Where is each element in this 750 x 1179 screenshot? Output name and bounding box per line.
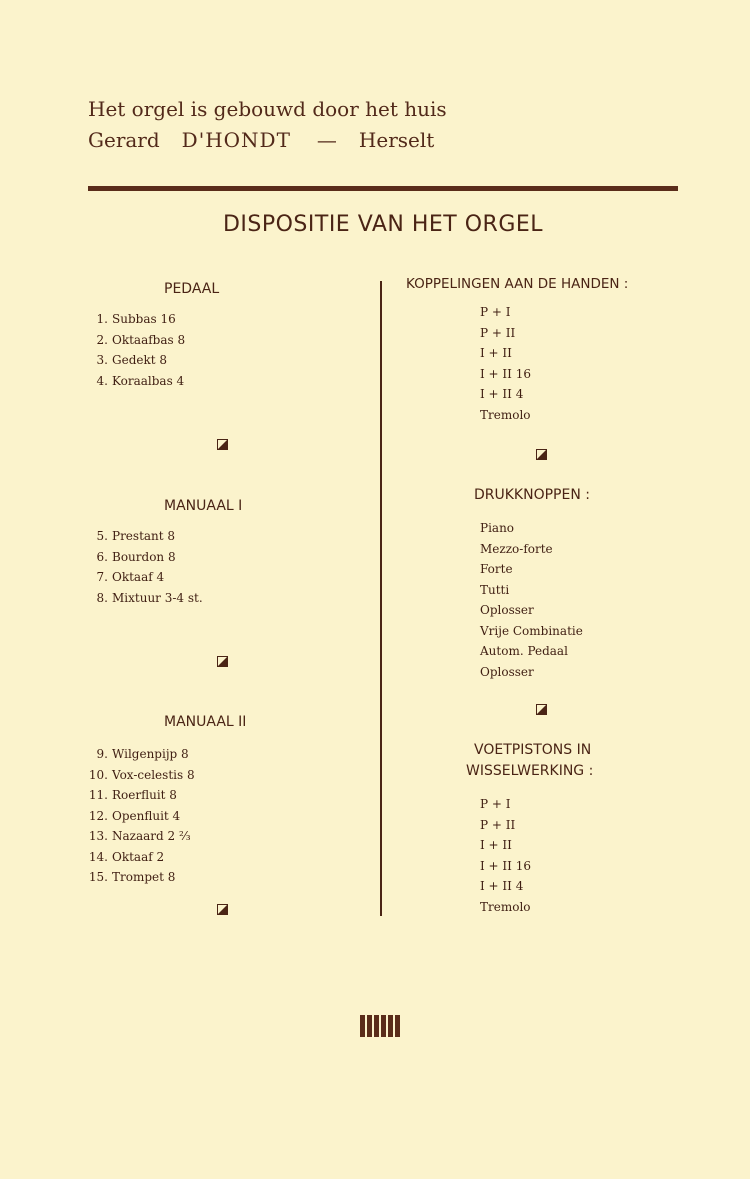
stop-number: 5. bbox=[96, 529, 108, 543]
builder-place: Herselt bbox=[358, 128, 435, 152]
list-item: Vrije Combinatie bbox=[480, 623, 583, 638]
drukknoppen-heading: DRUKKNOPPEN : bbox=[474, 487, 590, 503]
section-mark-icon bbox=[217, 439, 228, 450]
list-item bbox=[84, 330, 185, 351]
builder-first-name: Gerard bbox=[88, 128, 160, 152]
list-item bbox=[84, 826, 195, 847]
stop-number: 12. bbox=[88, 808, 108, 823]
stop-number: 4. bbox=[96, 373, 108, 388]
stop-number: 15. bbox=[88, 870, 108, 884]
section-mark-icon bbox=[536, 449, 547, 460]
drukknoppen-list bbox=[480, 518, 583, 682]
stop-label: Roerfluit 8 bbox=[112, 788, 177, 802]
stop-label: Gedekt 8 bbox=[112, 353, 168, 367]
list-item bbox=[84, 867, 195, 888]
stop-label: Oktaaf 2 bbox=[112, 849, 165, 864]
stop-label: Oktaaf 4 bbox=[112, 570, 165, 584]
stop-label: Trompet 8 bbox=[112, 870, 176, 884]
stop-label: Subbas 16 bbox=[112, 312, 176, 326]
list-item: Mezzo-forte bbox=[480, 541, 553, 556]
list-item: P + II bbox=[480, 817, 516, 832]
stop-number: 6. bbox=[96, 549, 108, 564]
list-item: I + II 4 bbox=[480, 879, 524, 893]
list-item bbox=[84, 371, 185, 392]
stop-label: Prestant 8 bbox=[112, 529, 176, 543]
section-mark-icon bbox=[536, 704, 547, 715]
manuaal2-stops bbox=[84, 744, 195, 888]
list-item: I + II 16 bbox=[480, 858, 531, 873]
list-item: Oplosser bbox=[480, 603, 534, 617]
stop-label: Mixtuur 3-4 st. bbox=[112, 590, 203, 605]
list-item bbox=[84, 309, 185, 330]
stop-number: 9. bbox=[96, 747, 108, 761]
stop-label: Bourdon 8 bbox=[112, 549, 176, 564]
list-item: P + I bbox=[480, 797, 511, 811]
list-item: Oplosser bbox=[480, 664, 534, 679]
list-item: Tutti bbox=[480, 582, 510, 597]
list-item: Tremolo bbox=[480, 407, 531, 422]
stop-number: 1. bbox=[96, 312, 108, 326]
stop-label: Nazaard 2 ⅔ bbox=[112, 829, 191, 843]
pedaal-stops bbox=[84, 309, 185, 391]
stop-number: 3. bbox=[96, 353, 108, 367]
list-item: I + II 16 bbox=[480, 366, 531, 381]
list-item bbox=[84, 350, 185, 371]
list-item: Tremolo bbox=[480, 899, 531, 914]
koppelingen-heading: KOPPELINGEN AAN DE HANDEN : bbox=[406, 276, 629, 292]
list-item bbox=[84, 765, 195, 786]
manuaal2-heading: MANUAAL II bbox=[164, 714, 247, 730]
horizontal-rule bbox=[88, 186, 678, 191]
list-item bbox=[84, 588, 203, 609]
list-item: I + II 4 bbox=[480, 387, 524, 401]
list-item bbox=[84, 547, 203, 568]
stop-label: Oktaafbas 8 bbox=[112, 332, 186, 347]
stop-label: Koraalbas 4 bbox=[112, 373, 185, 388]
stop-number: 11. bbox=[88, 788, 108, 802]
list-item: I + II bbox=[480, 838, 512, 852]
list-item: Piano bbox=[480, 521, 515, 535]
page-title: DISPOSITIE VAN HET ORGEL bbox=[222, 212, 544, 237]
stop-label: Openfluit 4 bbox=[112, 808, 181, 823]
koppelingen-list bbox=[480, 302, 531, 425]
manuaal1-heading: MANUAAL I bbox=[164, 498, 243, 514]
stop-number: 14. bbox=[88, 849, 108, 864]
voetpistons-list bbox=[480, 794, 531, 917]
stop-label: Wilgenpijp 8 bbox=[112, 747, 189, 761]
column-divider bbox=[380, 281, 382, 916]
intro-line: Het orgel is gebouwd door het huis bbox=[88, 97, 447, 121]
stop-number: 7. bbox=[96, 570, 108, 584]
list-item: I + II bbox=[480, 346, 512, 360]
stop-number: 10. bbox=[88, 767, 108, 782]
list-item: P + I bbox=[480, 305, 511, 319]
list-item bbox=[84, 567, 203, 588]
stop-label: Vox-celestis 8 bbox=[112, 767, 195, 782]
voetpistons-heading-line2: WISSELWERKING : bbox=[466, 763, 594, 779]
builder-intro bbox=[88, 94, 447, 156]
list-item: Forte bbox=[480, 562, 513, 576]
stop-number: 8. bbox=[96, 590, 108, 605]
list-item bbox=[84, 744, 195, 765]
list-item bbox=[84, 526, 203, 547]
list-item: P + II bbox=[480, 325, 516, 340]
list-item: Autom. Pedaal bbox=[480, 644, 568, 658]
manuaal1-stops bbox=[84, 526, 203, 608]
stop-number: 13. bbox=[88, 829, 108, 843]
section-mark-icon bbox=[217, 904, 228, 915]
builder-surname: D'HONDT bbox=[181, 128, 291, 152]
voetpistons-heading-line1: VOETPISTONS IN bbox=[474, 742, 592, 758]
stop-number: 2. bbox=[96, 332, 108, 347]
list-item bbox=[84, 847, 195, 868]
intro-builder-line bbox=[88, 125, 447, 156]
list-item bbox=[84, 785, 195, 806]
footer-ornament-icon bbox=[360, 1015, 400, 1037]
list-item bbox=[84, 806, 195, 827]
dash: — bbox=[316, 128, 337, 152]
section-mark-icon bbox=[217, 656, 228, 667]
pedaal-heading: PEDAAL bbox=[164, 281, 220, 297]
